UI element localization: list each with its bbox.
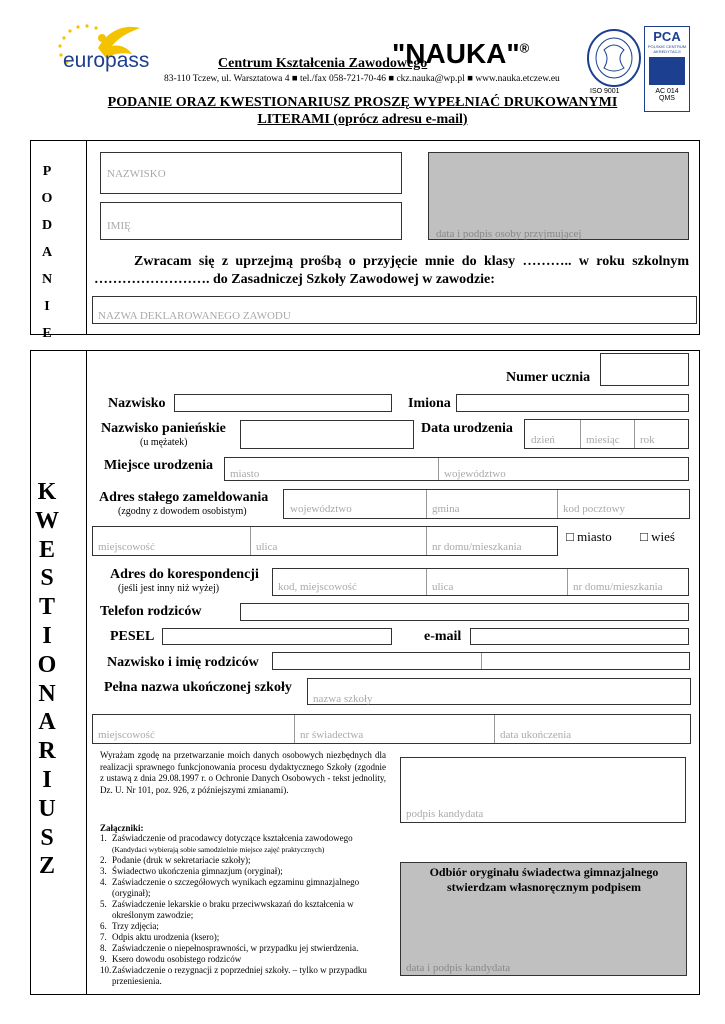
list-text: Świadectwo ukończenia gimnazjum (oryginał); [112,866,283,876]
day-placeholder: dzień [531,434,555,446]
list-number: 5. [100,899,107,909]
corr-address-note: (jeśli jest inny niż wyżej) [118,583,220,594]
perm-sep [557,490,558,518]
side-letter: T [38,594,55,621]
list-text: Odpis aktu urodzenia (ksero); [112,932,220,942]
list-note: (Kandydaci wybierają sobie samodzielnie miejsce zajęć praktycznych) [112,845,325,854]
list-text: Zaświadczenie o szczegółowych wynikach egzaminu gimnazjalnego (oryginał); [112,877,360,898]
side-letter: P [42,164,52,179]
org-name: Centrum Kształcenia Zawodowego [218,56,428,71]
perm-postcode-ph: kod pocztowy [563,503,626,515]
form-title-line2: LITERAMI (oprócz adresu e-mail) [257,112,468,127]
birth-place-sep [438,458,439,480]
website-link[interactable]: www.nauka.etczew.eu [475,74,560,84]
cert-date-ph: data ukończenia [500,729,572,741]
side-letter: E [42,326,52,341]
list-number: 6. [100,921,107,931]
corr-sep [567,569,568,595]
first-name-field[interactable] [100,202,402,240]
list-number: 4. [100,877,107,887]
org-address [164,74,560,84]
side-letter: A [41,245,53,260]
list-number: 1. [100,833,107,843]
iso-seal-icon [586,28,642,88]
list-item [100,899,392,921]
school-name-label: Pełna nazwa ukończonej szkoły [104,680,292,695]
podanie-side-label [36,158,58,347]
kw-first-names-field[interactable] [456,394,689,412]
list-item [100,877,392,899]
checkbox-village[interactable]: □ wieś [640,529,675,544]
europass-logo [50,18,155,76]
pesel-label: PESEL [110,629,155,644]
pca-subtitle: POLSKIE CENTRUM AKREDYTACJI [647,44,687,54]
list-text: Zaświadczenie od pracodawcy dotyczące kształcenia zawodowego [112,833,353,843]
birth-date-sep [580,420,581,448]
list-item [100,921,392,932]
side-letter: O [37,651,57,678]
school-details-field[interactable] [92,714,691,744]
side-letter: N [41,272,53,287]
list-text: Ksero dowodu osobistego rodziców [112,954,242,964]
checkbox-city[interactable]: □ miasto [566,529,612,544]
list-number: 2. [100,855,107,865]
school-name-ph: nazwa szkoły [313,693,373,705]
student-number-field[interactable] [600,353,689,386]
brand-name [392,38,529,70]
perm-address-label: Adres stałego zameldowania [99,490,269,505]
side-letter: I [42,622,52,649]
maiden-name-note: (u mężatek) [140,437,188,448]
side-letter: U [38,795,56,822]
surname-label: Nazwisko [108,396,166,411]
list-text: Zaświadczenie lekarskie o braku przeciwwskazań do kształcenia w określonym zawodzie; [112,899,354,920]
side-letter: I [42,766,52,793]
corr-address-label: Adres do korespondencji [110,567,259,582]
month-placeholder: miesiąc [586,434,620,446]
brand-registered: ® [519,40,530,56]
perm-sep [426,527,427,555]
list-text: Trzy zdjęcia; [112,921,159,931]
school-city-ph: miejscowość [98,729,155,741]
attachments-list [100,833,392,987]
perm-house-ph: nr domu/mieszkania [432,541,522,553]
perm-sep [426,490,427,518]
list-item [100,932,392,943]
pca-qms: QMS [659,95,675,102]
email-link[interactable]: ckz.nauka@wp.pl ■ [396,74,473,84]
birth-date-sep [634,420,635,448]
perm-sep [250,527,251,555]
kwestionariusz-side-label [32,478,62,881]
corr-sep [426,569,427,595]
maiden-name-label: Nazwisko panieńskie [101,421,226,436]
side-letter: N [38,680,56,707]
pesel-field[interactable] [162,628,392,645]
form-title-line1: PODANIE ORAZ KWESTIONARIUSZ PROSZĘ WYPEŁNIAĆ DRUKOWANYMI [107,95,618,110]
receipt-sign-ph: data i podpis kandydata [406,962,511,974]
surname-placeholder: NAZWISKO [107,168,166,180]
receipt-title: Odbiór oryginału świadectwa gimnazjalnego stwierdzam własnoręcznym podpisem [429,865,659,894]
maiden-name-field[interactable] [240,420,414,449]
iso-seal [586,28,642,98]
student-number-label: Numer ucznia [506,370,591,385]
podanie-divider [86,140,87,335]
list-number: 10. [100,965,112,975]
list-item [100,855,392,866]
iso-label: ISO 9001 [590,88,620,95]
list-item [100,833,392,855]
email-field[interactable] [470,628,689,645]
side-letter: W [35,507,59,534]
kwestionariusz-divider [86,350,87,995]
corr-code-ph: kod, miejscowość [278,581,357,593]
birth-place-label: Miejsce urodzenia [104,458,213,473]
perm-locality-ph: miejscowość [98,541,155,553]
perm-street-ph: ulica [256,541,278,553]
list-number: 9. [100,954,107,964]
stamp-box[interactable] [428,152,689,240]
form-title [40,94,685,128]
side-letter: R [38,738,56,765]
parents-name-label: Nazwisko i imię rodziców [107,655,259,670]
side-letter: D [41,218,53,233]
side-letter: O [41,191,53,206]
perm-voivodeship-ph: województwo [290,503,352,515]
perm-address-note: (zgodny z dowodem osobistym) [118,506,247,517]
side-letter: E [38,536,55,563]
side-letter: S [40,824,54,851]
voivodeship-placeholder: województwo [444,468,506,480]
year-placeholder: rok [640,434,655,446]
list-text: Zaświadczenie o rezygnacji z poprzedniej szkoły. – tylko w przypadku przeniesienia. [112,965,367,986]
brand-text: "NAUKA" [392,38,520,69]
side-letter: A [38,709,56,736]
list-item [100,943,392,954]
attachments-title: Załączniki: [100,823,144,833]
consent-text: Wyrażam zgodę na przetwarzanie moich danych osobowych niezbędnych dla realizacji sprawnego funkcjonowania procesu dydaktycznego Szkoły (zgodnie z ustawą z dnia 29.08.1997 r. o Ochronie Danych Osobowych - tekst jednolity, Dz. U. Nr 101, poz. 926, z późniejszymi zmianami). [100,750,386,795]
list-text: Podanie (druk w sekretariacie szkoły); [112,855,251,865]
list-item [100,965,392,987]
side-letter: S [40,565,54,592]
list-item [100,954,392,965]
profession-placeholder: NAZWA DEKLAROWANEGO ZAWODU [98,310,291,322]
city-placeholder: miasto [230,468,260,480]
parents-name-sep [481,653,482,669]
parents-phone-field[interactable] [240,603,689,621]
corr-street-ph: ulica [432,581,454,593]
list-number: 7. [100,932,107,942]
list-number: 3. [100,866,107,876]
request-text: Zwracam się z uprzejmą prośbą o przyjęcie mnie do klasy ……….. w roku szkolnym ……………………. do Zasadniczej Szkoły Zawodowej w zawodzie: [94,254,689,287]
first-names-label: Imiona [408,396,451,411]
first-name-placeholder: IMIĘ [107,220,131,232]
school-sep [294,715,295,743]
kw-surname-field[interactable] [174,394,392,412]
list-text: Zaświadczenie o niepełnosprawności, w przypadku jej stwierdzenia. [112,943,359,953]
side-letter: K [37,479,57,505]
school-sep [494,715,495,743]
perm-commune-ph: gmina [432,503,460,515]
side-letter: Z [38,853,55,880]
list-item [100,866,392,877]
corr-house-ph: nr domu/mieszkania [573,581,663,593]
pca-ac-number: AC 014 [655,88,679,95]
side-letter: I [44,299,50,314]
candidate-sign-ph: podpis kandydata [406,808,484,820]
email-label: e-mail [424,629,462,644]
address-text: 83-110 Tczew, ul. Warsztatowa 4 ■ tel./fax 058-721-70-46 ■ [164,74,395,84]
stamp-placeholder: data i podpis osoby przyjmującej [436,228,582,240]
pca-cert-box [649,57,685,85]
europass-logo-text: europass [63,49,150,72]
list-number: 8. [100,943,107,953]
birth-date-label: Data urodzenia [421,421,513,436]
pca-logo: PCA [653,29,681,44]
cert-no-ph: nr świadectwa [300,729,364,741]
parents-phone-label: Telefon rodziców [100,604,202,619]
